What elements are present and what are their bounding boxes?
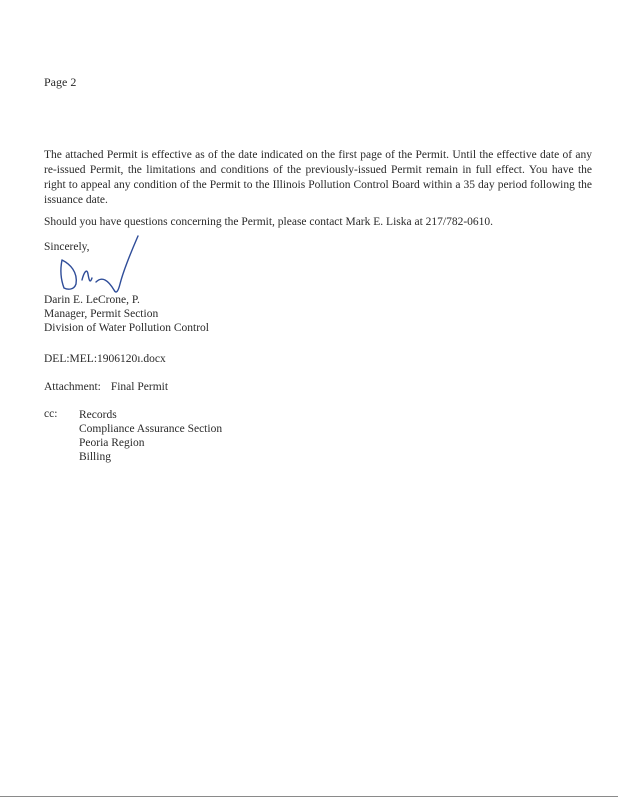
page-bottom-rule <box>0 796 618 797</box>
cc-label: cc: <box>44 408 58 420</box>
contact-paragraph: Should you have questions concerning the Permit, please contact Mark E. Liska at 217/782-0610. <box>44 216 494 228</box>
handwritten-signature <box>56 232 146 300</box>
cc-recipient: Compliance Assurance Section <box>79 423 223 435</box>
cc-recipient: Peoria Region <box>79 437 145 449</box>
signer-name: Darin E. LeCrone, P. <box>44 294 140 306</box>
signer-block <box>44 293 209 335</box>
permit-effective-paragraph: The attached Permit is effective as of the date indicated on the first page of the Permit. Until the effective date of any re-issued Permit, the limitations and conditions of the previously-issued Permit remain in full effect. You have the right to appeal any condition of the Permit to the Illinois Pollution Control Board within a 35 day period following the issuance date. <box>44 149 592 206</box>
signer-title: Manager, Permit Section <box>44 308 159 320</box>
cc-recipient-list <box>79 408 222 464</box>
page-number: Page 2 <box>44 75 77 89</box>
cc-block <box>44 408 222 464</box>
attachment-line <box>44 381 168 393</box>
attachment-label: Attachment: <box>44 381 101 393</box>
file-reference: DEL:MEL:1906120ı.docx <box>44 353 166 365</box>
signer-division: Division of Water Pollution Control <box>44 322 209 334</box>
attachment-value: Final Permit <box>110 381 169 393</box>
closing-salutation: Sincerely, <box>44 241 90 253</box>
cc-recipient: Billing <box>79 451 111 463</box>
cc-recipient: Records <box>79 409 117 421</box>
